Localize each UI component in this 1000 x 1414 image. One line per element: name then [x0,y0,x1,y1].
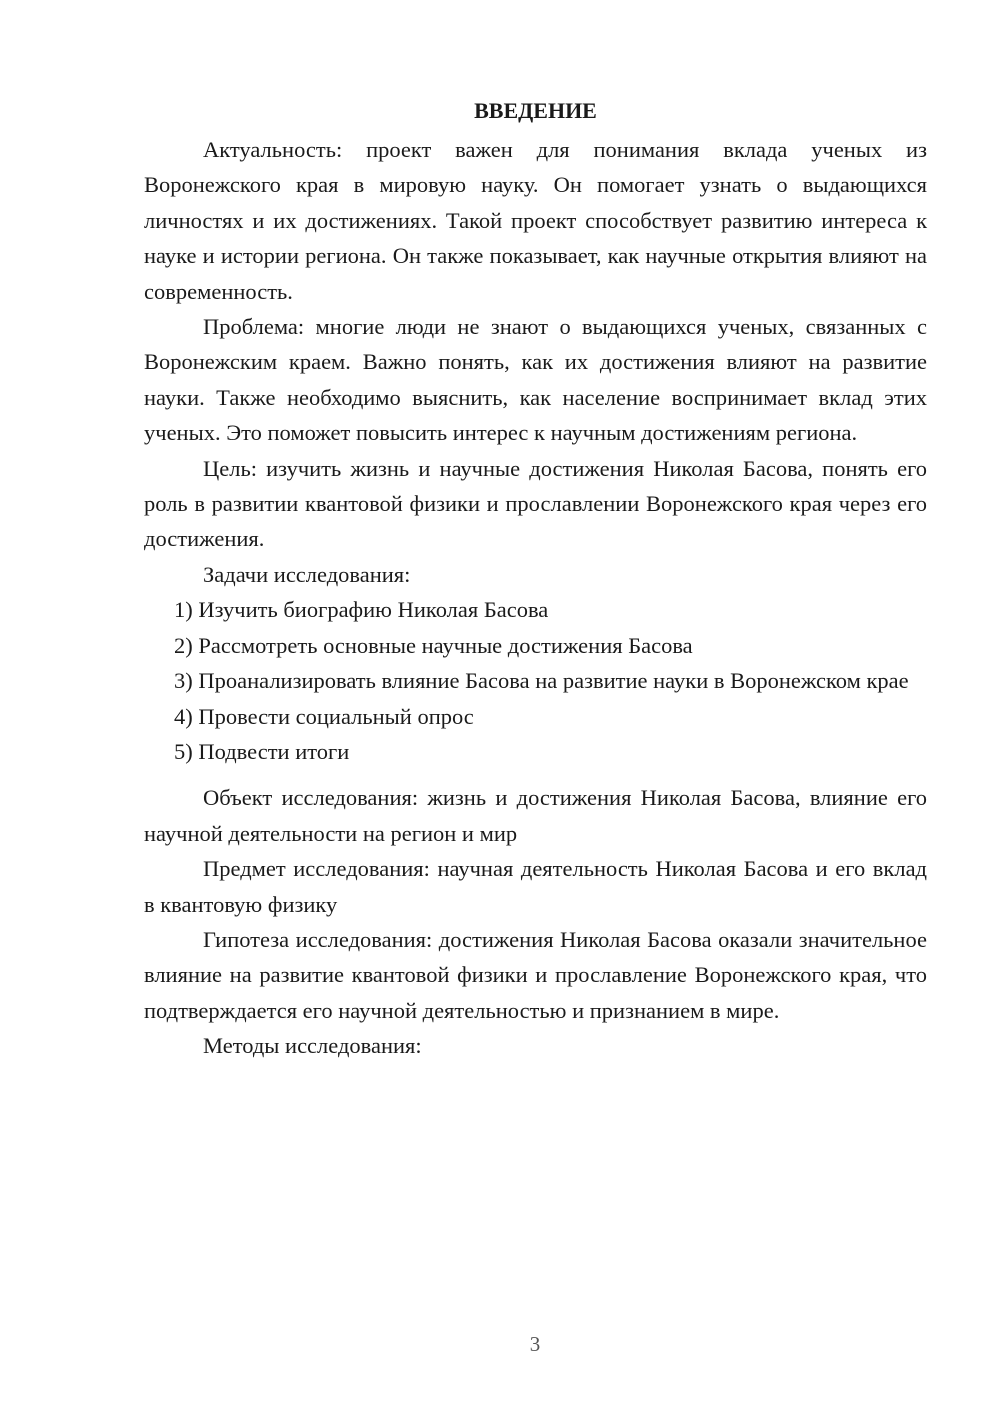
problem-paragraph: Проблема: многие люди не знают о выдающихся ученых, связанных с Воронежским краем. Важно понять, как их достижения влияют на развитие науки. Также необходимо выяснить, как население воспринимает вклад этих ученых. Это поможет повысить интерес к научным достижениям региона. [144,314,927,446]
task-item: 1) Изучить биографию Николая Басова [174,597,549,623]
tasks-intro: Задачи исследования: [203,561,411,587]
page-title: ВВЕДЕНИЕ [474,98,597,123]
document-page [144,92,927,1064]
methods-intro: Методы исследования: [203,1033,422,1059]
relevance-paragraph: Актуальность: проект важен для понимания вклада ученых из Воронежского края в мировую науку. Он помогает узнать о выдающихся личностях и их достижениях. Такой проект способствует развитию интереса к науке и истории региона. Он также показывает, как научные открытия влияют на современность. [144,137,927,304]
task-item: 2) Рассмотреть основные научные достижения Басова [174,632,693,658]
goal-paragraph: Цель: изучить жизнь и научные достижения Николая Басова, понять его роль в развитии квантовой физики и прославлении Воронежского края через его достижения. [144,455,927,552]
hypothesis-paragraph: Гипотеза исследования: достижения Николая Басова оказали значительное влияние на развитие квантовой физики и прославление Воронежского края, что подтверждается его научной деятельностью и признанием в мире. [144,926,927,1023]
task-item: 5) Подвести итоги [174,738,350,764]
object-paragraph: Объект исследования: жизнь и достижения Николая Басова, влияние его научной деятельности на регион и мир [144,785,927,846]
task-item: 4) Провести социальный опрос [174,703,474,729]
subject-paragraph: Предмет исследования: научная деятельность Николая Басова и его вклад в квантовую физику [144,856,927,917]
task-item: 3) Проанализировать влияние Басова на развитие науки в Воронежском крае [174,668,909,694]
page-number: 3 [529,1332,541,1356]
